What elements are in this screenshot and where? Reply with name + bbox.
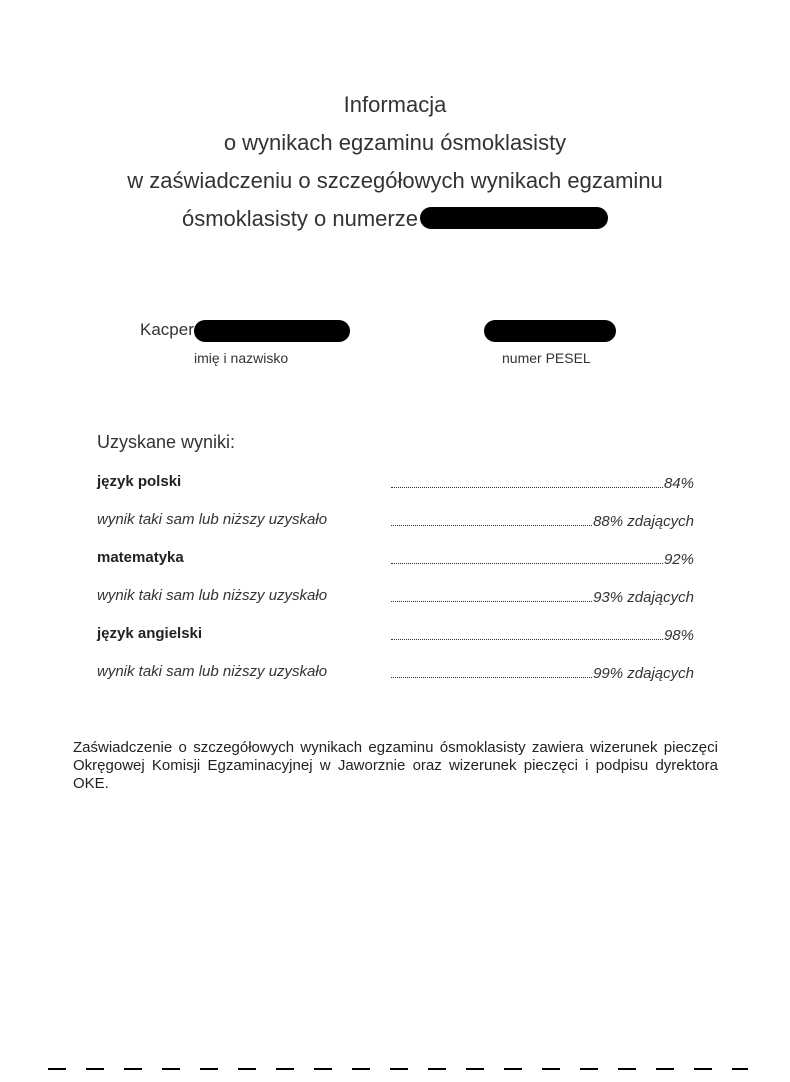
percentile-row-english (97, 661, 694, 699)
title-certificate-number-label: ósmoklasisty o numerze (182, 206, 418, 231)
pesel-block (484, 318, 616, 366)
title-line-3: w zaświadczeniu o szczegółowych wynikach egzaminu (127, 168, 663, 193)
student-first-name: Kacper (140, 320, 194, 339)
percentile-row-math (97, 585, 694, 623)
result-value: 92% (663, 551, 694, 568)
dot-leader (391, 509, 592, 526)
pesel-redaction (484, 320, 616, 342)
result-row-math (97, 547, 694, 585)
document-title (0, 86, 790, 238)
dot-leader (391, 471, 663, 488)
certificate-number-redaction (420, 207, 608, 229)
footer-note: Zaświadczenie o szczegółowych wynikach egzaminu ósmoklasisty zawiera wizerunek pieczęci Okręgowej Komisji Egzaminacyjnej w Jaworznie oraz wizerunek pieczęci i podpisu dyrektora OKE. (73, 739, 718, 792)
percentile-row-polish (97, 509, 694, 547)
dot-leader (391, 623, 663, 640)
subject-label: język polski (97, 473, 182, 490)
dot-leader (391, 585, 592, 602)
title-line-2: o wynikach egzaminu ósmoklasisty (223, 130, 567, 155)
percentile-label: wynik taki sam lub niższy uzyskało (97, 663, 328, 680)
result-value: 84% (663, 475, 694, 492)
student-name-value (140, 318, 350, 342)
title-line-1: Informacja (343, 92, 447, 117)
result-row-english (97, 623, 694, 661)
dot-leader (391, 661, 592, 678)
result-row-polish (97, 471, 694, 509)
subject-label: język angielski (97, 625, 203, 642)
dot-leader (391, 547, 663, 564)
name-caption: imię i nazwisko (194, 350, 289, 366)
pesel-value (484, 318, 616, 342)
percentile-label: wynik taki sam lub niższy uzyskało (97, 511, 328, 528)
results-heading: Uzyskane wyniki: (97, 432, 236, 452)
percentile-value: 88% zdających (593, 513, 694, 530)
results-list (97, 471, 694, 699)
subject-label: matematyka (97, 549, 184, 566)
percentile-label: wynik taki sam lub niższy uzyskało (97, 587, 328, 604)
pesel-caption: numer PESEL (502, 350, 591, 366)
surname-redaction (194, 320, 350, 342)
percentile-value: 99% zdających (593, 665, 694, 682)
result-value: 98% (663, 627, 694, 644)
percentile-value: 93% zdających (593, 589, 694, 606)
title-line-4 (0, 200, 790, 238)
student-name-block (140, 318, 350, 366)
cut-line-divider (48, 1068, 748, 1070)
